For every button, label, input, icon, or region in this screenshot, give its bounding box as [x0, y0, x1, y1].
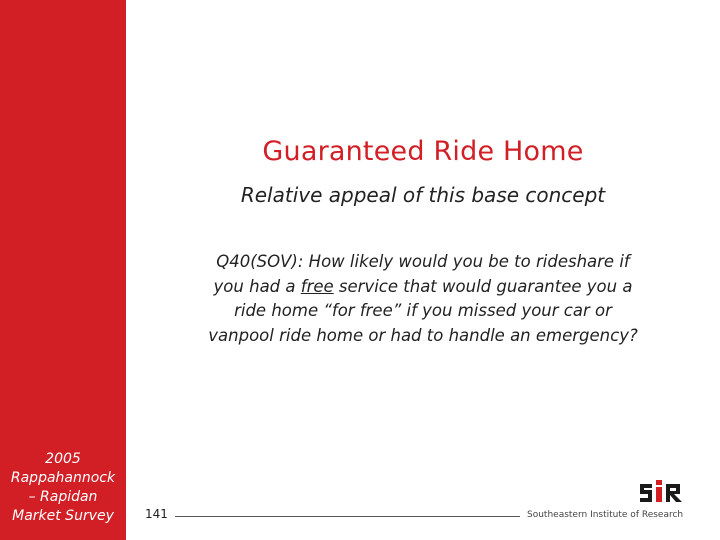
survey-label-line: 2005 — [45, 451, 81, 467]
question-fragment: service that would guarantee you a — [333, 276, 633, 296]
question-text — [126, 250, 720, 348]
sir-logo-icon — [638, 478, 690, 504]
question-line: ride home “for free” if you missed your car or — [234, 301, 612, 320]
organization-name: Southeastern Institute of Research — [527, 510, 684, 520]
question-line: vanpool ride home or had to handle an emergency? — [208, 325, 638, 345]
slide-subtitle: Relative appeal of this base concept — [240, 183, 606, 207]
page-number: 141 — [145, 507, 168, 521]
question-line — [126, 275, 720, 300]
survey-label-line: – Rapidan — [28, 489, 98, 505]
question-line: Q40(SOV): How likely would you be to rideshare if — [216, 252, 630, 271]
survey-label-line: Rappahannock — [10, 470, 116, 486]
slide-title: Guaranteed Ride Home — [262, 136, 584, 167]
sidebar-band — [0, 0, 126, 540]
survey-label-line: Market Survey — [12, 508, 114, 524]
survey-label — [0, 450, 126, 526]
question-emphasis: free — [300, 276, 334, 296]
footer-divider — [175, 516, 520, 517]
question-fragment: you had a — [213, 276, 301, 296]
